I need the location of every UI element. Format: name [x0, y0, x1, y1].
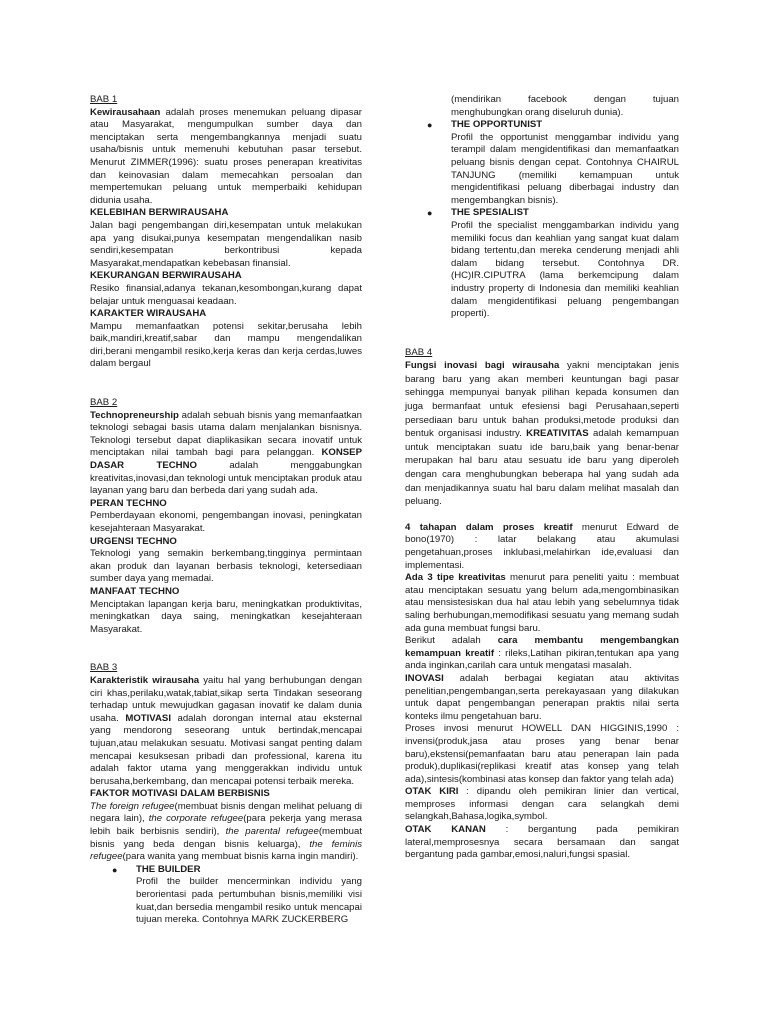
foreign-refugee-term: The foreign refugee: [90, 800, 175, 812]
technopreneurship-paragraph: [90, 410, 362, 498]
otak-kanan-text: : bergantung pada pemikiran lateral,memprosesnya secara bersamaan dan sangat bergantung pada gambar,emosi,naluri,fungsi spasial.: [405, 824, 679, 861]
bullet-icon: ●: [427, 120, 433, 131]
karakter-text: Mampu memanfaatkan potensi sekitar,berusaha lebih baik,mandiri,kreatif,sabar dan mampu mengendalikan diri,berani mengambil resiko,kerja keras dan kerja cerdas,luwes dalam bergaul: [90, 320, 362, 370]
bullet-icon: ●: [112, 864, 118, 875]
cara-paragraph: [405, 635, 679, 673]
kewirausahaan-term: Kewirausahaan: [90, 106, 161, 118]
foreign-refugee-text: (membuat bisnis dengan melihat peluang di negara lain),: [90, 800, 362, 825]
spesialist-heading: THE SPESIALIST: [451, 207, 529, 219]
parental-refugee-term: the parental refugee: [225, 826, 319, 838]
fungsi-text: yakni menciptakan jenis barang baru yang akan memberi keuntungan bagi pasar sehingga mempunyai banyak pilihan kepada konsumen dan juga bermanfaat untuk efesiensi bagi Perusahaan,seperti persediaan baru untuk bahan produksi,metode produksi dan bentuk organisasi industry.: [405, 360, 679, 440]
builder-bullet: [90, 864, 362, 927]
manfaat-text: Menciptakan lapangan kerja baru, meningkatkan produktivitas, meningkatkan daya saing, meningkatkan kesejahteraan Masyarakat.: [90, 598, 362, 635]
otak-kanan-term: OTAK KANAN: [405, 824, 486, 836]
motivasi-term: MOTIVASI: [125, 712, 171, 724]
bab1-heading: BAB 1: [90, 94, 118, 105]
kelebihan-heading: KELEBIHAN BERWIRAUSAHA: [90, 207, 229, 219]
otak-kiri-text: : dipandu oleh pemikiran linier dan vertical, memproses informasi dengan cara selangkah demi selangkah,Bahasa,logika,symbol.: [405, 786, 679, 823]
corporate-refugee-term: the corporate refugee: [148, 813, 244, 825]
spesialist-text: Profil the specialist menggambarkan individu yang memiliki focus dan keahlian yang sangat kuat dalam bidang tertentu,dan mereka cenderung menjadi ahli dalam bidang tersebut. Contohnya DR.(HC)IR.CIPUTRA (lama berkemcipung dalam industry property di Indonesia dan memiliki keahlian dalam mengidentifikasi peluang pengembangan properti).: [451, 219, 679, 320]
inovasi-paragraph: [405, 673, 679, 723]
tahapan-paragraph: [405, 522, 679, 572]
karakteristik-paragraph: [90, 675, 362, 788]
tipe-paragraph: [405, 572, 679, 635]
technopreneurship-term: Technopreneurship: [90, 409, 179, 421]
builder-heading: THE BUILDER: [136, 863, 201, 875]
builder-continuation: [405, 94, 679, 119]
bab3-heading: BAB 3: [90, 662, 118, 674]
bullet-icon: ●: [427, 208, 433, 219]
kewirausahaan-text: adalah proses menemukan peluang dipasar atau Masyarakat, mengumpulkan sumber daya dan menciptakan serta mengembangkannya menjadi suatu usaha/bisnis untuk memenuhi kebutuhan pasar tersebut. Menurut ZIMMER(1996): suatu proses penerapan kreativitas dan keinovasian dalam memecahkan persoalan dan mempertemukan peluang untuk memperbaiki kehidupan didunia usaha.: [90, 106, 362, 206]
spesialist-bullet: [405, 207, 679, 320]
kewirausahaan-paragraph: [90, 107, 362, 208]
faktor-paragraph: [90, 801, 362, 864]
cara-text: : rileks,Latihan pikiran,tentukan apa yang anda inginkan,carilah cara untuk mengatasi masalah.: [405, 647, 679, 672]
otak-kiri-paragraph: [405, 786, 679, 824]
inovasi-text: adalah berbagai kegiatan atau aktivitas penelitian,pengembangan,serta perekayasaan yang dilakukan untuk dapat pengembangan penerapan praktis nilai serta konteks ilmu pengetahuan baru.: [405, 672, 679, 722]
right-column: [405, 94, 679, 862]
builder-cont-text: (mendirikan facebook dengan tujuan menghubungkan orang diseluruh dunia).: [451, 94, 679, 118]
faktor-heading: FAKTOR MOTIVASI DALAM BERBISNIS: [90, 788, 270, 800]
manfaat-heading: MANFAAT TECHNO: [90, 585, 180, 597]
karakteristik-term: Karakteristik wirausaha: [90, 674, 200, 686]
tahapan-text: menurut Edward de bono(1970) : latar belakang atau akumulasi pengetahuan,proses inklubasi,melahirkan ide,evaluasi dan implementasi.: [405, 521, 679, 571]
inovasi-term: INOVASI: [405, 672, 444, 684]
builder-text: Profil the builder mencerminkan individu yang berorientasi pada pertumbuhan bisnis,memiliki visi kuat,dan bersedia mengambil resiko untuk mencapai tujuan mereka. Contohnya MARK ZUCKERBERG: [136, 876, 362, 926]
konsep-term: KONSEP DASAR TECHNO: [90, 447, 362, 472]
tahapan-term: 4 tahapan dalam proses kreatif: [405, 521, 573, 533]
kreativitas-term: KREATIVITAS: [526, 428, 589, 440]
feminis-refugee-text: (para wanita yang membuat bisnis karna ingin mandiri).: [122, 851, 359, 863]
fungsi-term: Fungsi inovasi bagi wirausaha: [405, 360, 560, 372]
karakter-heading: KARAKTER WIRAUSAHA: [90, 308, 207, 320]
peran-text: Pemberdayaan ekonomi, pengembangan inovasi, peningkatan kesejahteraan Masyarakat.: [90, 510, 362, 534]
bab2-heading: BAB 2: [90, 397, 118, 409]
kekurangan-heading: KEKURANGAN BERWIRAUSAHA: [90, 270, 242, 282]
urgensi-text: Teknologi yang semakin berkembang,tingginya permintaan akan produk dan layanan berbasis teknologi, ketersediaan sumber daya yang memadai.: [90, 548, 362, 585]
tipe-text: menurut para peneliti yaitu : membuat atau menciptakan sesuatu yang belum ada,mengombinasikan atau mensistesiskan dua hal atau lebih yang sebelumnya tidak saling berhubungan,memodifikasi sesuatu yang memang sudah ada guna membuat fungsi baru.: [405, 572, 679, 634]
peran-heading: PERAN TECHNO: [90, 497, 167, 509]
left-column: [90, 94, 362, 927]
konsep-text: adalah menggabungkan kreativitas,inovasi,dan teknologi untuk menciptakan produk atau layanan yang baru dan berbeda dari yang sudah ada.: [90, 460, 362, 497]
opportunist-heading: THE OPPORTUNIST: [451, 119, 543, 131]
parental-refugee-text: (membuat bisnis yang beda dengan bisnis keluarga),: [90, 826, 362, 850]
feminis-refugee-term: the feminis refugee: [90, 838, 362, 863]
proses-paragraph: Proses invosi menurut HOWELL DAN HIGGINIS,1990 : invensi(produk,jasa atau proses yang benar benar baru),ekstensi(pemanfaatan baru atau penerapan lain pada produk),duplikasi(replikasi kreatif atas konsep yang telah ada),sintesis(kombinasi atas konsep dan faktor yang telah ada): [405, 723, 679, 785]
otak-kiri-term: OTAK KIRI: [405, 786, 459, 798]
opportunist-bullet: [405, 119, 679, 207]
opportunist-text: Profil the opportunist menggambar individu yang terampil dalam mengidentifikasi dan memanfaatkan peluang bisnis dengan cepat. Contohnya CHAIRUL TANJUNG (memiliki kemampuan untuk mengidentifikasi peluang diberbagai industry dan mengembangkan bisnis).: [451, 131, 679, 206]
tipe-term: Ada 3 tipe kreativitas: [405, 572, 506, 584]
otak-kanan-paragraph: [405, 824, 679, 862]
kreativitas-text: adalah kemampuan untuk menciptakan suatu ide baru,baik yang benar-benar merupakan hal baru atau sesuatu ide baru yang diperoleh dengan cara menghubungkan beberapa hal yang sudah ada dan menjadikannya suatu hal baru dalam melihat masalah dan peluang.: [405, 428, 679, 508]
karakteristik-text: yaitu hal yang berhubungan dengan ciri khas,perilaku,watak,tabiat,sikap serta Tindakan seseorang terhadap untuk mewujudkan gagasan inovatif ke dalam dunia usaha.: [90, 674, 362, 724]
corporate-refugee-text: (para pekerja yang merasa lebih baik berbisnis sendiri),: [90, 813, 362, 838]
motivasi-text: adalah dorongan internal atau eksternal yang mendorong seseorang untuk bertindak,mencapai tujuan,atau melakukan sesuatu. Motivasi sangat penting dalam mencapai kesuksesan pribadi dan professional, karena itu adalah faktor utama yang menggerakkan individu untuk berusaha,berkembang, dan mencapai potensi terbaik mereka.: [90, 712, 362, 787]
kelebihan-text: Jalan bagi pengembangan diri,kesempatan untuk melakukan apa yang disukai,punya kesempatan mengendalikan nasib sendiri,kesempatan berkontribusi kepada Masyarakat,mendapatkan kebebasan finansial.: [90, 219, 362, 269]
cara-pre: Berikut adalah: [405, 635, 498, 647]
technopreneurship-text: adalah sebuah bisnis yang memanfaatkan teknologi sebagai basis utama dalam menjalankan bisnisnya. Teknologi tersebut dapat diaplikasikan secara inovatif untuk menciptakan nilai tambah bagi para pelanggan.: [90, 409, 362, 459]
bab4-heading: BAB 4: [405, 346, 433, 358]
fungsi-paragraph: [405, 359, 679, 509]
cara-term: cara membantu mengembangkan kemampuan kreatif: [405, 635, 680, 659]
urgensi-heading: URGENSI TECHNO: [90, 535, 177, 547]
kekurangan-text: Resiko finansial,adanya tekanan,kesombongan,kurang dapat belajar untuk menguasai keadaan.: [90, 282, 362, 307]
